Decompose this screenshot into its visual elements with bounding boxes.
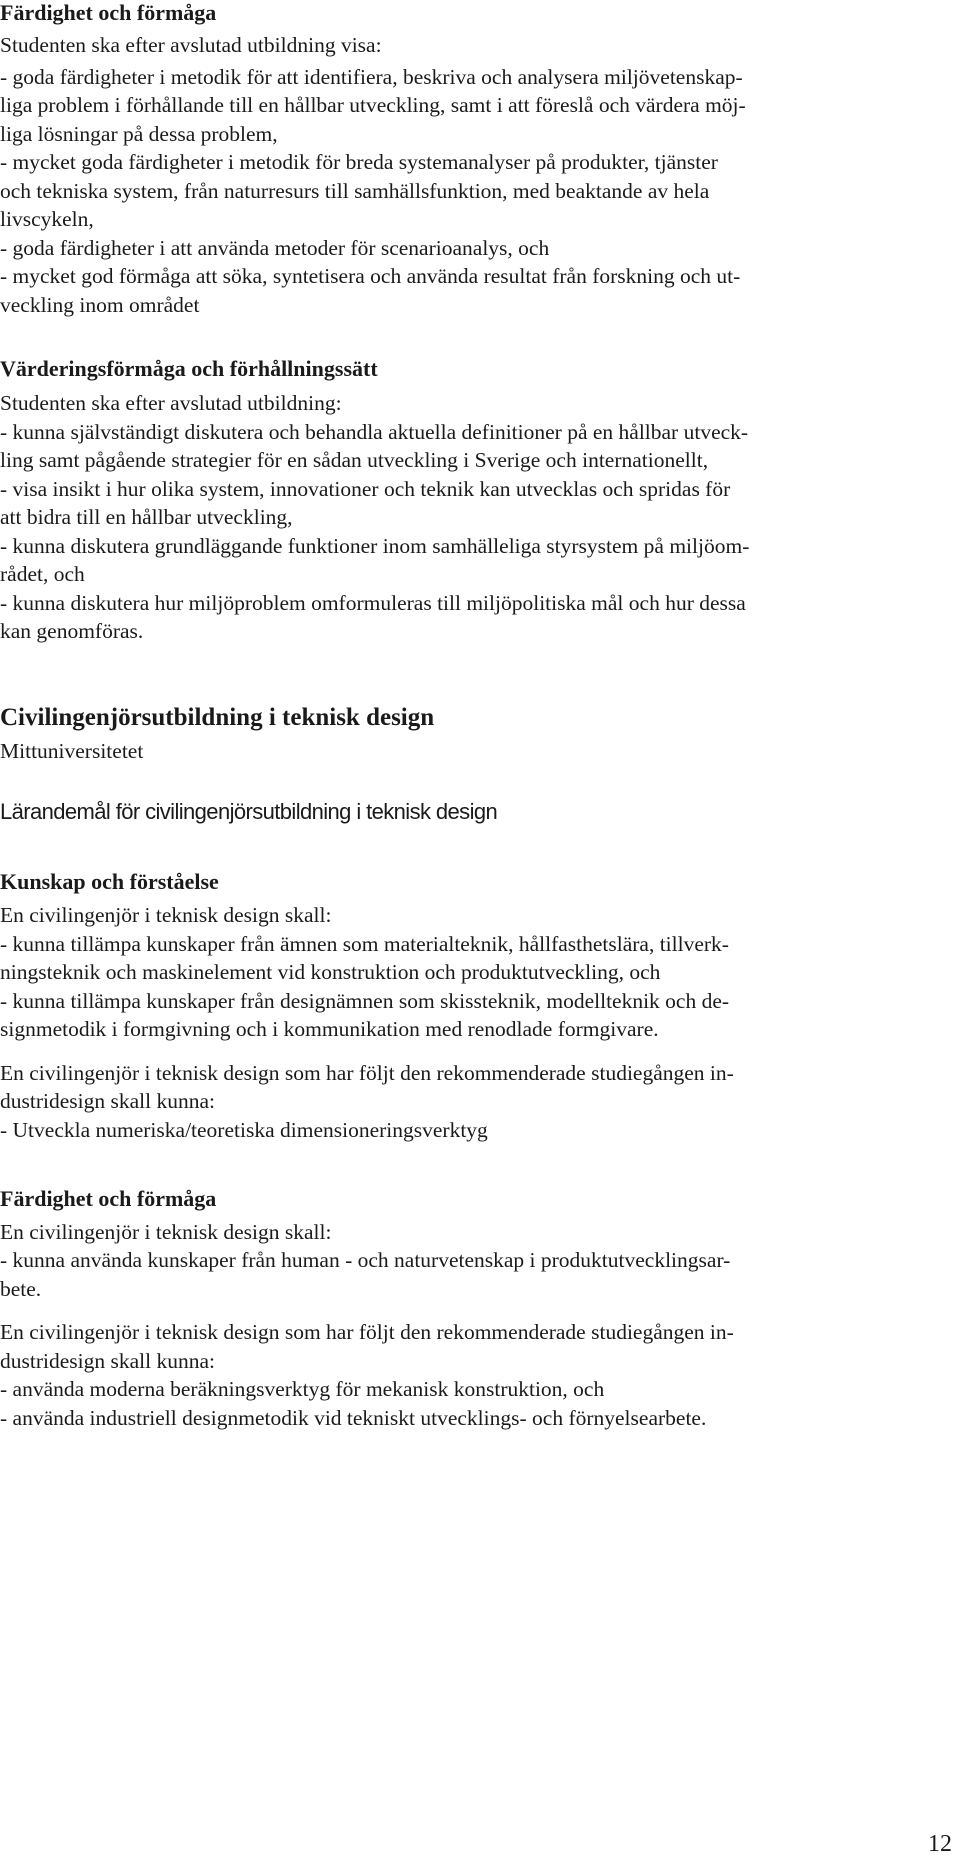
text-line: ningsteknik och maskinelement vid konstruktion och produktutveckling, och	[0, 960, 661, 984]
section-heading: Färdighet och förmåga	[0, 0, 217, 25]
text-line: - kunna tillämpa kunskaper från designämnen som skissteknik, modellteknik och de-	[0, 989, 730, 1013]
text-line: En civilingenjör i teknisk design som har följt den rekommenderade studiegången in-	[0, 1320, 734, 1344]
text-line: att bidra till en hållbar utveckling,	[0, 505, 293, 529]
section-heading: Färdighet och förmåga	[0, 1186, 217, 1211]
text-line: signmetodik i formgivning och i kommunikation med renodlade formgivare.	[0, 1017, 659, 1041]
text-line: En civilingenjör i teknisk design som har följt den rekommenderade studiegången in-	[0, 1061, 734, 1085]
text-line: - kunna diskutera grundläggande funktioner inom samhälleliga styrsystem på miljöom-	[0, 534, 750, 558]
text-line: - mycket goda färdigheter i metodik för breda systemanalyser på produkter, tjänster	[0, 150, 718, 174]
text-line: liga lösningar på dessa problem,	[0, 122, 278, 146]
section-heading: Värderingsförmåga och förhållningssätt	[0, 356, 378, 381]
text-line: - kunna använda kunskaper från human - och naturvetenskap i produktutvecklingsar-	[0, 1248, 731, 1272]
program-title: Civilingenjörsutbildning i teknisk design	[0, 704, 435, 731]
text-line: dustridesign skall kunna:	[0, 1089, 215, 1113]
text-line: liga problem i förhållande till en hållbar utveckling, samt i att föreslå och värdera möj-	[0, 93, 746, 117]
text-line: - visa insikt i hur olika system, innovationer och teknik kan utvecklas och spridas för	[0, 477, 731, 501]
text-line: - goda färdigheter i metodik för att identifiera, beskriva och analysera miljövetenskap-	[0, 65, 743, 89]
text-line: - goda färdigheter i att använda metoder för scenarioanalys, och	[0, 236, 550, 260]
text-line: - Utveckla numeriska/teoretiska dimensioneringsverktyg	[0, 1118, 488, 1142]
section-heading: Kunskap och förståelse	[0, 869, 219, 894]
program-subtitle: Lärandemål för civilingenjörsutbildning i teknisk design	[0, 799, 498, 824]
text-line: - kunna tillämpa kunskaper från ämnen som materialteknik, hållfasthetslära, tillverk-	[0, 932, 729, 956]
text-line: - använda moderna beräkningsverktyg för mekanisk konstruktion, och	[0, 1377, 605, 1401]
text-line: - kunna diskutera hur miljöproblem omformuleras till miljöpolitiska mål och hur dessa	[0, 591, 746, 615]
text-line: och tekniska system, från naturresurs till samhällsfunktion, med beaktande av hela	[0, 179, 710, 203]
text-line: veckling inom området	[0, 293, 200, 317]
text-line: rådet, och	[0, 562, 85, 586]
text-line: - använda industriell designmetodik vid tekniskt utvecklings- och förnyelsearbete.	[0, 1406, 707, 1430]
text-line: bete.	[0, 1277, 42, 1301]
text-line: En civilingenjör i teknisk design skall:	[0, 1220, 332, 1244]
text-line: Studenten ska efter avslutad utbildning visa:	[0, 33, 382, 57]
text-line: kan genomföras.	[0, 619, 144, 643]
text-line: ling samt pågående strategier för en sådan utveckling i Sverige och internationellt,	[0, 448, 709, 472]
page-number: 12	[928, 1831, 952, 1857]
text-line: - kunna självständigt diskutera och behandla aktuella definitioner på en hållbar utveck-	[0, 420, 749, 444]
text-line: livscykeln,	[0, 207, 94, 231]
text-line: - mycket god förmåga att söka, syntetisera och använda resultat från forskning och ut-	[0, 264, 741, 288]
text-line: dustridesign skall kunna:	[0, 1349, 215, 1373]
text-line: En civilingenjör i teknisk design skall:	[0, 903, 332, 927]
text-line: Studenten ska efter avslutad utbildning:	[0, 391, 342, 415]
university-name: Mittuniversitetet	[0, 739, 144, 763]
